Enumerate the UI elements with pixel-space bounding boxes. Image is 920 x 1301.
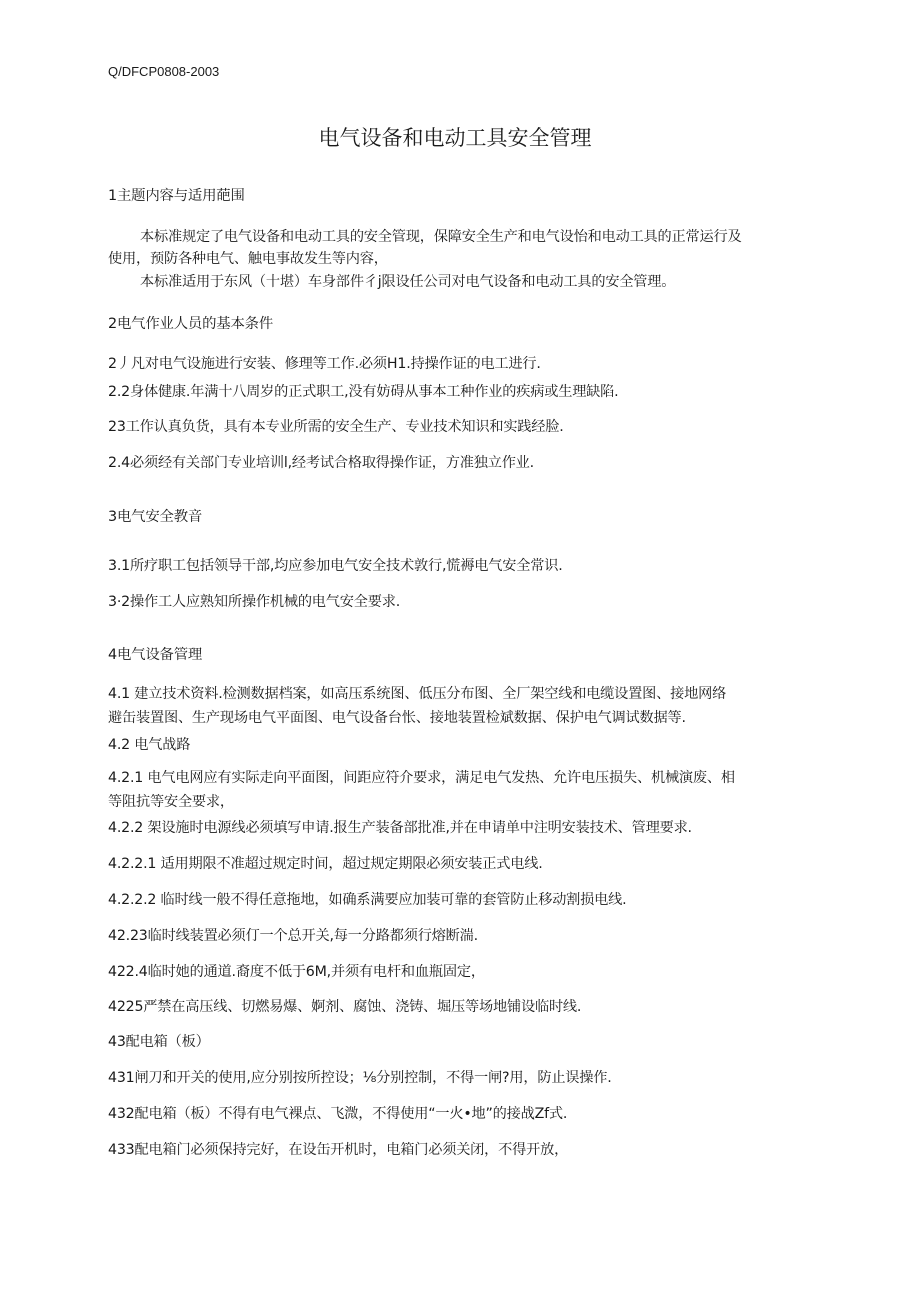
- section-1-paragraph-2: 本标准适用于东风（十堪）车身部件彳j限设任公司对电气设备和电动工具的安全管理。: [140, 274, 676, 290]
- clause-4-3-1: 431闸刀和开关的使用,应分别按所控设；⅛分别控制，不得一闸?用，防止误操作.: [108, 1070, 612, 1086]
- section-heading-4: 4电气设备管理: [108, 647, 203, 663]
- section-heading-2: 2电气作业人员的基本条件: [108, 316, 274, 332]
- clause-4-3-2: 432配电箱（板）不得有电气裸点、飞溦，不得使用“一火•地”的接战Zf式.: [108, 1106, 568, 1122]
- section-1-paragraph-1-line-2: 使用，预防各种电气、触电事故发生等内容，: [108, 251, 388, 267]
- clause-2-1: 2丿凡对电气设施进行安装、修理等工作.必须H1.持操作证的电工进行.: [108, 356, 541, 372]
- clause-2-3: 23工作认真负货，具有本专业所需的安全生产、专业技术知识和实践经脸.: [108, 419, 564, 435]
- clause-2-4: 2.4必须经有关部门专业培训l,经考试合格取得操作证，方准独立作业.: [108, 455, 534, 471]
- clause-4-2-2-1: 4.2.2.1 适用期限不准超过规定时间，超过规定期限必须安装正式电线.: [108, 856, 543, 872]
- clause-4-2-2: 4.2.2 架设施时电源线必须填写申请.报生产装备部批准,并在申请单中注明安装技术、管理要求.: [108, 820, 692, 836]
- clause-4-2-2-5: 4225严禁在高压线、切燃易爆、婀剂、腐蚀、浇铸、堀压等场地铺设临时线.: [108, 999, 582, 1015]
- clause-4-2-2-2: 4.2.2.2 临时线一般不得任意拖地，如确系满要应加装可靠的套管防止移动割损电线.: [108, 892, 627, 908]
- clause-4-2-1-line-2: 等阻抗等安全要求，: [108, 794, 234, 810]
- section-1-paragraph-1-line-1: 本标准规定了电气设备和电动工具的安全管现，保障安全生产和电气设怡和电动工具的正常运行及: [140, 229, 742, 245]
- clause-4-2-1-line-1: 4.2.1 电气电网应有实际走向平面图，间距应符介要求，满足电气发热、允许电压损失、机械演废、相: [108, 770, 735, 786]
- section-heading-3: 3电气安全教音: [108, 509, 203, 525]
- clause-4-2: 4.2 电气战路: [108, 737, 191, 753]
- clause-4-1-line-1: 4.1 建立技术资料.检测数据档案，如高压系统图、低压分布图、全厂架空线和电缆设置图、接地网络: [108, 686, 727, 702]
- document-code: Q/DFCP0808-2003: [108, 64, 220, 79]
- clause-4-2-2-4: 422.4临时她的通道.裔度不低于6M,并须有电杆和血瓶固定，: [108, 964, 485, 980]
- section-heading-1: 1主题内容与适用葩围: [108, 188, 245, 204]
- clause-4-3: 43配电箱（板）: [108, 1034, 210, 1050]
- clause-3-1: 3.1所疗职工包括领导干部,均应参加电气安全技术敦行,慌褥电气安全常识.: [108, 558, 563, 574]
- clause-4-2-2-3: 42.23临时线装置必须仃一个总开关,每一分路都须行熔断湍.: [108, 928, 478, 944]
- clause-4-1-line-2: 避缶装置图、生产现场电气平面图、电气设备台怅、接地装置检斌数据、保护电气调试数据等.: [108, 710, 686, 726]
- page-title: 电气设备和电动工具安全管理: [318, 126, 592, 150]
- clause-4-3-3: 433配电箱门必须保持完好，在设缶开机时，电箱门必须关闭，不得开放，: [108, 1142, 569, 1158]
- clause-3-2: 3·2操作工人应熟知所操作机械的电气安全要求.: [108, 594, 401, 610]
- clause-2-2: 2.2身体健康.年满十八周岁的正式职工,没有妨碍从事本工种作业的疾病或生理缺陷.: [108, 384, 619, 400]
